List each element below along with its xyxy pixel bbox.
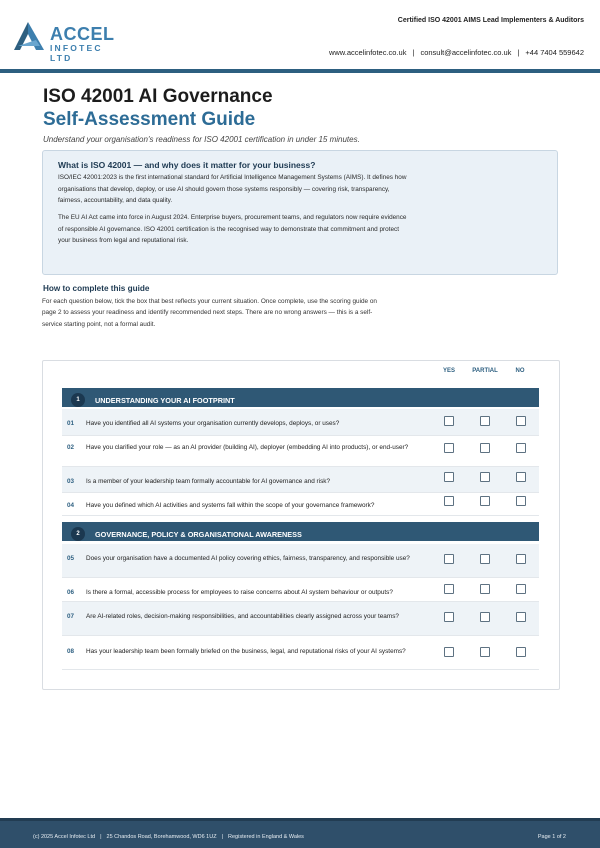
question-row [62,436,539,467]
partial-checkbox[interactable] [480,584,490,594]
yes-checkbox[interactable] [444,584,454,594]
info-paragraph-2: The EU AI Act came into force in August 2024. Enterprise buyers, procurement teams, and regulators now require evidence of responsible AI governance. ISO 42001 certification is the recognised way to demonstrate that commitment and protect your business from legal and reputational risk. [58,214,407,244]
how-heading: How to complete this guide [43,284,150,293]
footer-registration: Registered in England & Wales [228,834,304,840]
question-number: 01 [67,420,75,427]
contact-separator: | [517,48,520,57]
certification-text: Certified ISO 42001 AIMS Lead Implementers & Auditors [397,17,584,24]
question-number: 04 [67,502,75,509]
question-number: 03 [67,478,75,485]
how-instructions: For each question below, tick the box that best reflects your current situation. Once complete, use the scoring guide on page 2 to assess your readiness and identify recommended next steps. There are no wrong answers — this is a self-service starting point, not a formal audit. [42,298,377,328]
contact-line [329,48,584,57]
column-header-yes: YES [442,368,455,374]
no-checkbox[interactable] [516,554,526,564]
question-text: Have you defined which AI activities and systems fall within the scope of your governance framework? [86,502,375,509]
yes-checkbox[interactable] [444,443,454,453]
yes-checkbox[interactable] [444,416,454,426]
logo-mark-icon [14,20,46,52]
question-number: 05 [67,555,75,562]
question-row [62,493,539,516]
page-number: Page 1 of 2 [537,834,566,840]
question-text: Are AI-related roles, decision-making responsibilities, and accountabilities clearly assigned across your teams? [86,613,399,620]
no-checkbox[interactable] [516,443,526,453]
question-row [62,409,539,436]
footer-copyright: (c) 2025 Accel Infotec Ltd [33,834,96,840]
column-header-partial: PARTIAL [472,368,498,374]
yes-checkbox[interactable] [444,496,454,506]
column-header-no: NO [515,368,525,374]
section-title: GOVERNANCE, POLICY & ORGANISATIONAL AWARENESS [95,530,302,539]
page-title: ISO 42001 AI Governance [43,86,273,107]
yes-checkbox[interactable] [444,554,454,564]
question-row [62,578,539,602]
partial-checkbox[interactable] [480,554,490,564]
footer-separator: | [221,834,224,840]
no-checkbox[interactable] [516,472,526,482]
website-link[interactable]: www.accelinfotec.co.uk [328,48,407,57]
question-text: Is there a formal, accessible process for employees to raise concerns about AI system behaviour or outputs? [86,589,393,596]
question-row [62,544,539,578]
no-checkbox[interactable] [516,416,526,426]
question-text: Is a member of your leadership team formally accountable for AI governance and risk? [86,478,331,485]
company-logo [14,20,124,63]
header-divider [0,69,600,73]
page-subtitle-title: Self-Assessment Guide [43,109,256,130]
section-title: UNDERSTANDING YOUR AI FOOTPRINT [95,396,235,405]
no-checkbox[interactable] [516,496,526,506]
section-header [62,388,539,407]
logo-subtitle: INFOTEC LTD [50,43,103,63]
partial-checkbox[interactable] [480,496,490,506]
partial-checkbox[interactable] [480,612,490,622]
question-number: 02 [67,444,75,451]
logo-name: ACCEL [50,24,115,44]
info-heading: What is ISO 42001 — and why does it matter for your business? [58,160,316,170]
section-number: 2 [71,527,85,541]
page-tagline: Understand your organisation's readiness for ISO 42001 certification in under 15 minutes. [43,135,360,144]
question-text: Have you identified all AI systems your organisation currently develops, deploys, or uses? [86,420,340,427]
section-number: 1 [71,393,85,407]
question-row [62,467,539,493]
yes-checkbox[interactable] [444,647,454,657]
no-checkbox[interactable] [516,584,526,594]
partial-checkbox[interactable] [480,647,490,657]
contact-separator: | [412,48,415,57]
info-box [42,150,558,275]
email-link[interactable]: consult@accelinfotec.co.uk [420,48,512,57]
question-text: Have you clarified your role — as an AI provider (building AI), deployer (embedding AI into products), or end-user? [86,444,409,451]
partial-checkbox[interactable] [480,416,490,426]
footer-info [33,834,304,840]
question-number: 08 [67,648,75,655]
partial-checkbox[interactable] [480,443,490,453]
info-paragraph-1: ISO/IEC 42001:2023 is the first international standard for Artificial Intelligence Management Systems (AIMS). It defines how organisations that develop, deploy, or use AI should govern those systems responsibly — covering risk, transparency, fairness, accountability, and data quality. [58,174,407,204]
no-checkbox[interactable] [516,612,526,622]
yes-checkbox[interactable] [444,612,454,622]
question-text: Has your leadership team been formally briefed on the business, legal, and reputational risks of your AI systems? [86,648,406,655]
question-row [62,636,539,670]
page-footer [0,818,600,848]
yes-checkbox[interactable] [444,472,454,482]
question-row [62,602,539,636]
footer-address: 25 Chandos Road, Borehamwood, WD6 1UZ [106,834,217,840]
question-text: Does your organisation have a documented AI policy covering ethics, fairness, transparency, and responsible use? [86,555,410,562]
footer-separator: | [100,834,102,840]
no-checkbox[interactable] [516,647,526,657]
question-number: 07 [67,613,75,620]
phone-number[interactable]: +44 7404 559642 [525,48,584,57]
page-header [0,0,600,70]
section-header [62,522,539,541]
partial-checkbox[interactable] [480,472,490,482]
question-number: 06 [67,589,75,596]
